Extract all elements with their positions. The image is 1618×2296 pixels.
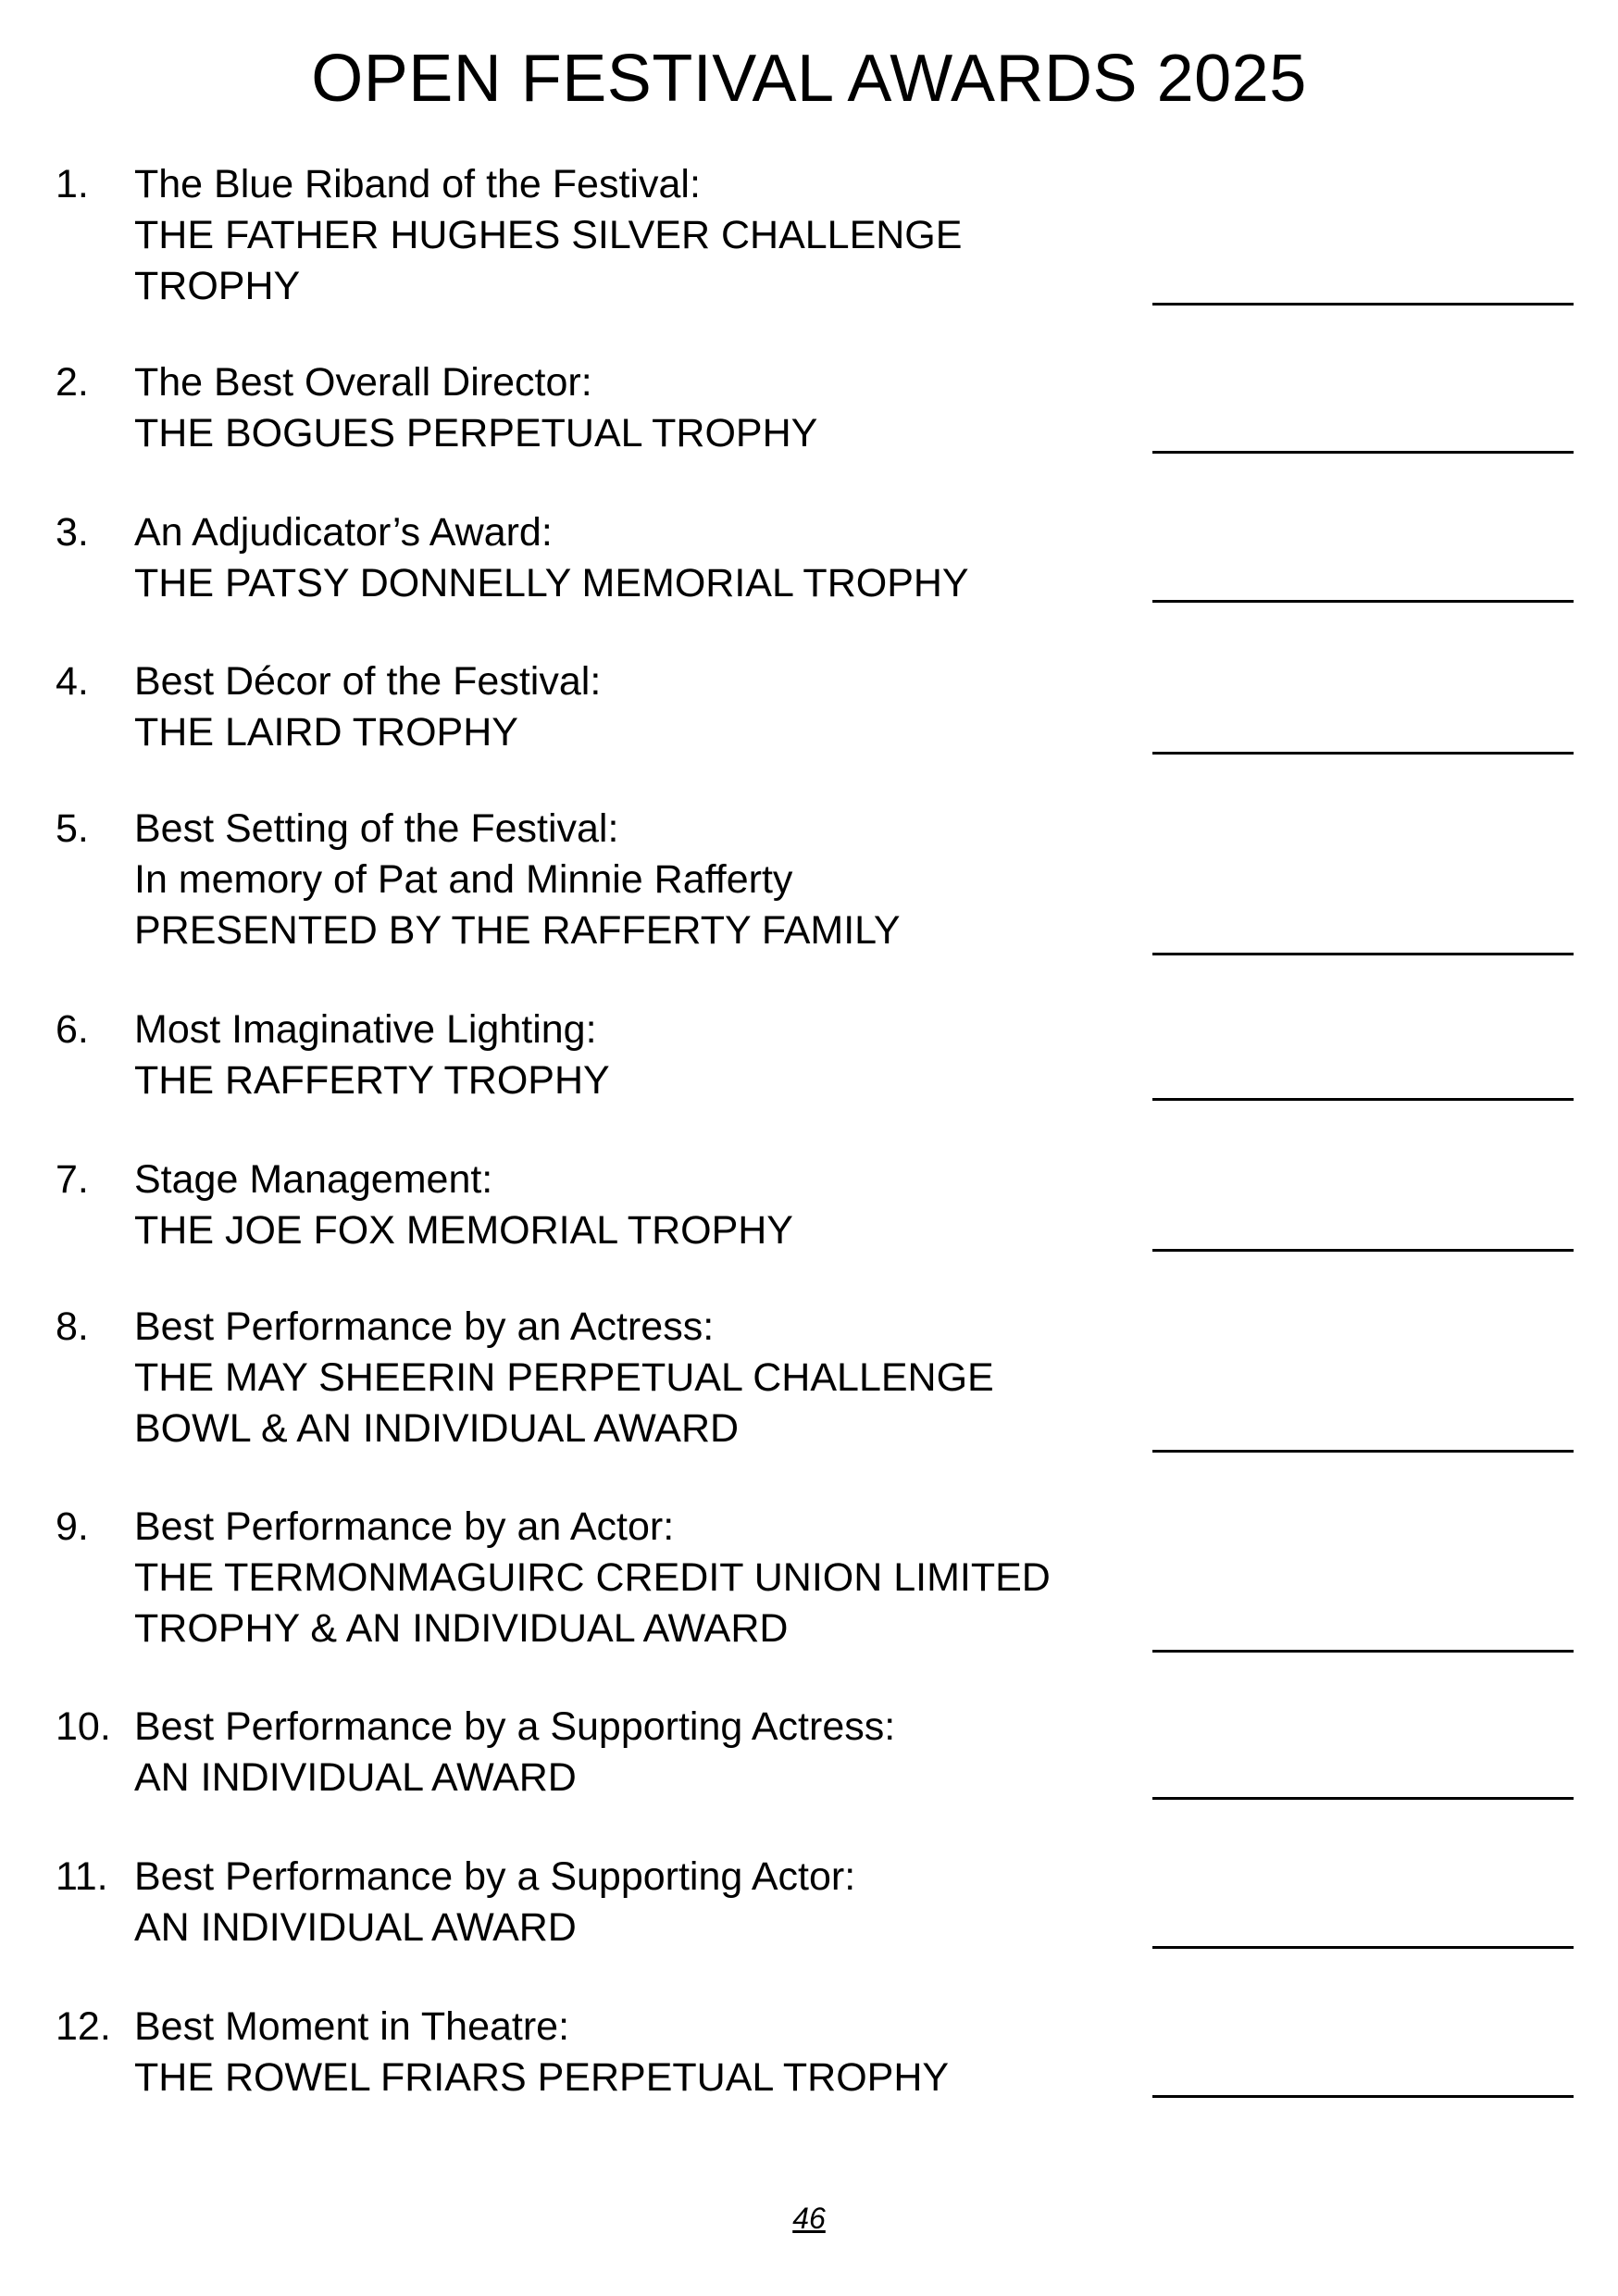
- winner-blank-line: [1152, 451, 1574, 454]
- award-number: 5.: [56, 806, 89, 851]
- award-trophy-line: AN INDIVIDUAL AWARD: [134, 1755, 577, 1800]
- award-category: Most Imaginative Lighting:: [134, 1007, 597, 1052]
- award-text: [134, 1702, 1134, 1803]
- winner-blank-line: [1152, 303, 1574, 306]
- award-number: 2.: [56, 360, 89, 405]
- award-trophy-line: PRESENTED BY THE RAFFERTY FAMILY: [134, 908, 901, 953]
- page-number-text: 46: [792, 2202, 826, 2235]
- award-number: 7.: [56, 1157, 89, 1202]
- award-text: [134, 1852, 1134, 1953]
- award-text: [134, 1004, 1134, 1106]
- award-trophy-line: In memory of Pat and Minnie Rafferty: [134, 857, 793, 902]
- award-text: [134, 357, 1134, 459]
- award-text: [134, 2002, 1134, 2103]
- award-trophy-line: THE BOGUES PERPETUAL TROPHY: [134, 411, 818, 455]
- award-text: [134, 159, 1134, 312]
- award-number: 4.: [56, 659, 89, 704]
- award-number: 6.: [56, 1007, 89, 1052]
- award-text: [134, 1302, 1134, 1454]
- award-trophy-line: THE RAFFERTY TROPHY: [134, 1058, 610, 1103]
- page-title: OPEN FESTIVAL AWARDS 2025: [311, 42, 1307, 116]
- award-text: [134, 656, 1134, 758]
- award-trophy-line: THE PATSY DONNELLY MEMORIAL TROPHY: [134, 561, 969, 605]
- award-category: Best Performance by an Actor:: [134, 1504, 675, 1549]
- award-category: The Blue Riband of the Festival:: [134, 162, 701, 206]
- award-number: 10.: [56, 1704, 111, 1749]
- award-number: 11.: [56, 1854, 108, 1899]
- award-trophy-line: AN INDIVIDUAL AWARD: [134, 1905, 577, 1950]
- award-category: Best Moment in Theatre:: [134, 2004, 570, 2049]
- winner-blank-line: [1152, 2095, 1574, 2098]
- page-number: [0, 2200, 1618, 2237]
- winner-blank-line: [1152, 1650, 1574, 1653]
- award-text: [134, 507, 1134, 609]
- award-trophy-line: THE MAY SHEERIN PERPETUAL CHALLENGE: [134, 1355, 994, 1400]
- winner-blank-line: [1152, 1450, 1574, 1453]
- award-number: 1.: [56, 162, 89, 206]
- award-trophy-line: THE TERMONMAGUIRC CREDIT UNION LIMITED: [134, 1555, 1051, 1600]
- award-text: [134, 1154, 1134, 1256]
- award-category: Best Performance by a Supporting Actor:: [134, 1854, 856, 1899]
- winner-blank-line: [1152, 1249, 1574, 1252]
- winner-blank-line: [1152, 1797, 1574, 1800]
- award-number: 3.: [56, 510, 89, 555]
- award-category: Best Setting of the Festival:: [134, 806, 619, 851]
- winner-blank-line: [1152, 1946, 1574, 1949]
- award-number: 9.: [56, 1504, 89, 1549]
- award-category: An Adjudicator’s Award:: [134, 510, 553, 555]
- winner-blank-line: [1152, 600, 1574, 603]
- award-category: Stage Management:: [134, 1157, 493, 1202]
- award-category: Best Décor of the Festival:: [134, 659, 602, 704]
- award-number: 12.: [56, 2004, 111, 2049]
- award-category: Best Performance by a Supporting Actress:: [134, 1704, 896, 1749]
- award-trophy-line: THE LAIRD TROPHY: [134, 710, 518, 755]
- award-trophy-line: THE JOE FOX MEMORIAL TROPHY: [134, 1208, 793, 1253]
- award-trophy-line: THE ROWEL FRIARS PERPETUAL TROPHY: [134, 2055, 950, 2100]
- award-trophy-line: TROPHY: [134, 264, 301, 308]
- award-trophy-line: THE FATHER HUGHES SILVER CHALLENGE: [134, 213, 963, 257]
- award-category: Best Performance by an Actress:: [134, 1304, 715, 1349]
- award-trophy-line: TROPHY & AN INDIVIDUAL AWARD: [134, 1606, 789, 1651]
- winner-blank-line: [1152, 1098, 1574, 1101]
- winner-blank-line: [1152, 953, 1574, 955]
- award-category: The Best Overall Director:: [134, 360, 592, 405]
- award-number: 8.: [56, 1304, 89, 1349]
- award-text: [134, 804, 1134, 956]
- winner-blank-line: [1152, 752, 1574, 755]
- award-trophy-line: BOWL & AN INDIVIDUAL AWARD: [134, 1406, 740, 1451]
- award-text: [134, 1502, 1134, 1654]
